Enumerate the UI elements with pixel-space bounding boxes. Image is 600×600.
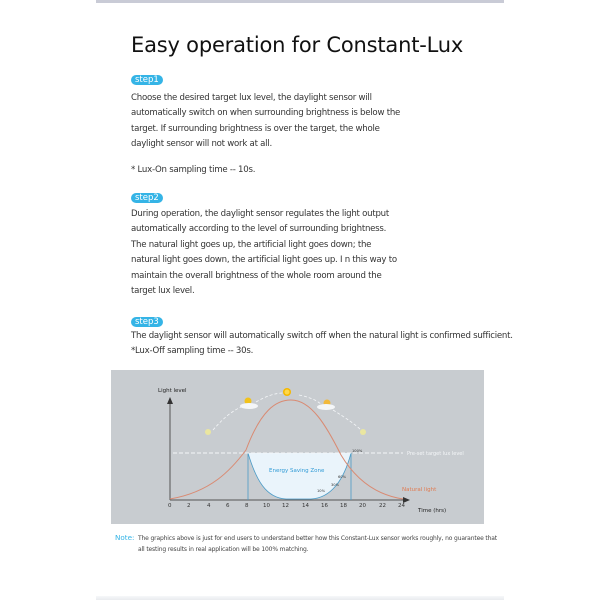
step1-note: * Lux-On sampling time -- 10s. — [131, 165, 256, 175]
step3-note: *Lux-Off sampling time -- 30s. — [131, 346, 254, 357]
svg-text:6: 6 — [226, 503, 230, 509]
svg-text:10%: 10% — [317, 489, 325, 493]
svg-text:60%: 60% — [338, 475, 346, 479]
sunset-cloud-icon — [317, 400, 335, 411]
step3-text — [131, 329, 511, 360]
constant-lux-chart — [111, 370, 484, 524]
svg-text:18: 18 — [340, 503, 347, 509]
svg-text:20: 20 — [359, 503, 366, 509]
svg-text:0: 0 — [168, 503, 172, 509]
svg-text:2: 2 — [187, 503, 191, 509]
bottom-divider — [96, 596, 504, 600]
moon-icon — [360, 428, 369, 436]
svg-text:4: 4 — [207, 503, 211, 509]
x-axis-ticks — [168, 503, 405, 509]
sun-icon — [283, 388, 291, 396]
y-axis-label: Light level — [158, 388, 187, 394]
svg-text:100%: 100% — [352, 449, 363, 453]
energy-saving-zone-label: Energy Saving Zone — [269, 468, 325, 474]
svg-text:24: 24 — [398, 503, 405, 509]
svg-text:14: 14 — [302, 503, 309, 509]
moon-icon — [205, 428, 212, 436]
step2-text: During operation, the daylight sensor regulates the light output automatically according to the level of surrounding brightness. The natural light goes up, the artificial light goes down; the natural light goes down, the artificial light goes up. I n this way to maintain the overall brightness of the whole room around the target lux level. — [131, 209, 397, 297]
svg-text:10: 10 — [263, 503, 270, 509]
step1-text: Choose the desired target lux level, the daylight sensor will automatically switch on when surrounding brightness is below the target. If surrounding brightness is over the target, the whole daylight sensor will not work at all. — [131, 93, 401, 150]
svg-text:30%: 30% — [331, 483, 339, 487]
note-text: The graphics above is just for end users to understand better how this Constant-Lux sensor works roughly, no guarantee that all testing results in real application will be 100% matching. — [138, 535, 497, 553]
svg-text:12: 12 — [282, 503, 289, 509]
step3-text-line: The daylight sensor will automatically switch off when the natural light is confirmed sufficient. — [131, 331, 513, 341]
step1-badge: step1 — [131, 75, 163, 85]
energy-saving-zone — [248, 453, 351, 499]
note-label: Note: — [115, 533, 135, 542]
step2-badge: step2 — [131, 193, 163, 203]
x-axis-label: Time (hrs) — [418, 508, 447, 514]
svg-text:22: 22 — [379, 503, 386, 509]
step3-badge: step3 — [131, 317, 163, 327]
top-divider — [96, 0, 504, 3]
natural-light-label: Natural light — [402, 487, 437, 493]
page-title: Easy operation for Constant-Lux — [131, 33, 464, 57]
svg-text:8: 8 — [245, 503, 249, 509]
svg-text:16: 16 — [321, 503, 328, 509]
sunrise-cloud-icon — [240, 398, 258, 410]
target-lux-label: Pre-set target lux level — [407, 451, 464, 457]
